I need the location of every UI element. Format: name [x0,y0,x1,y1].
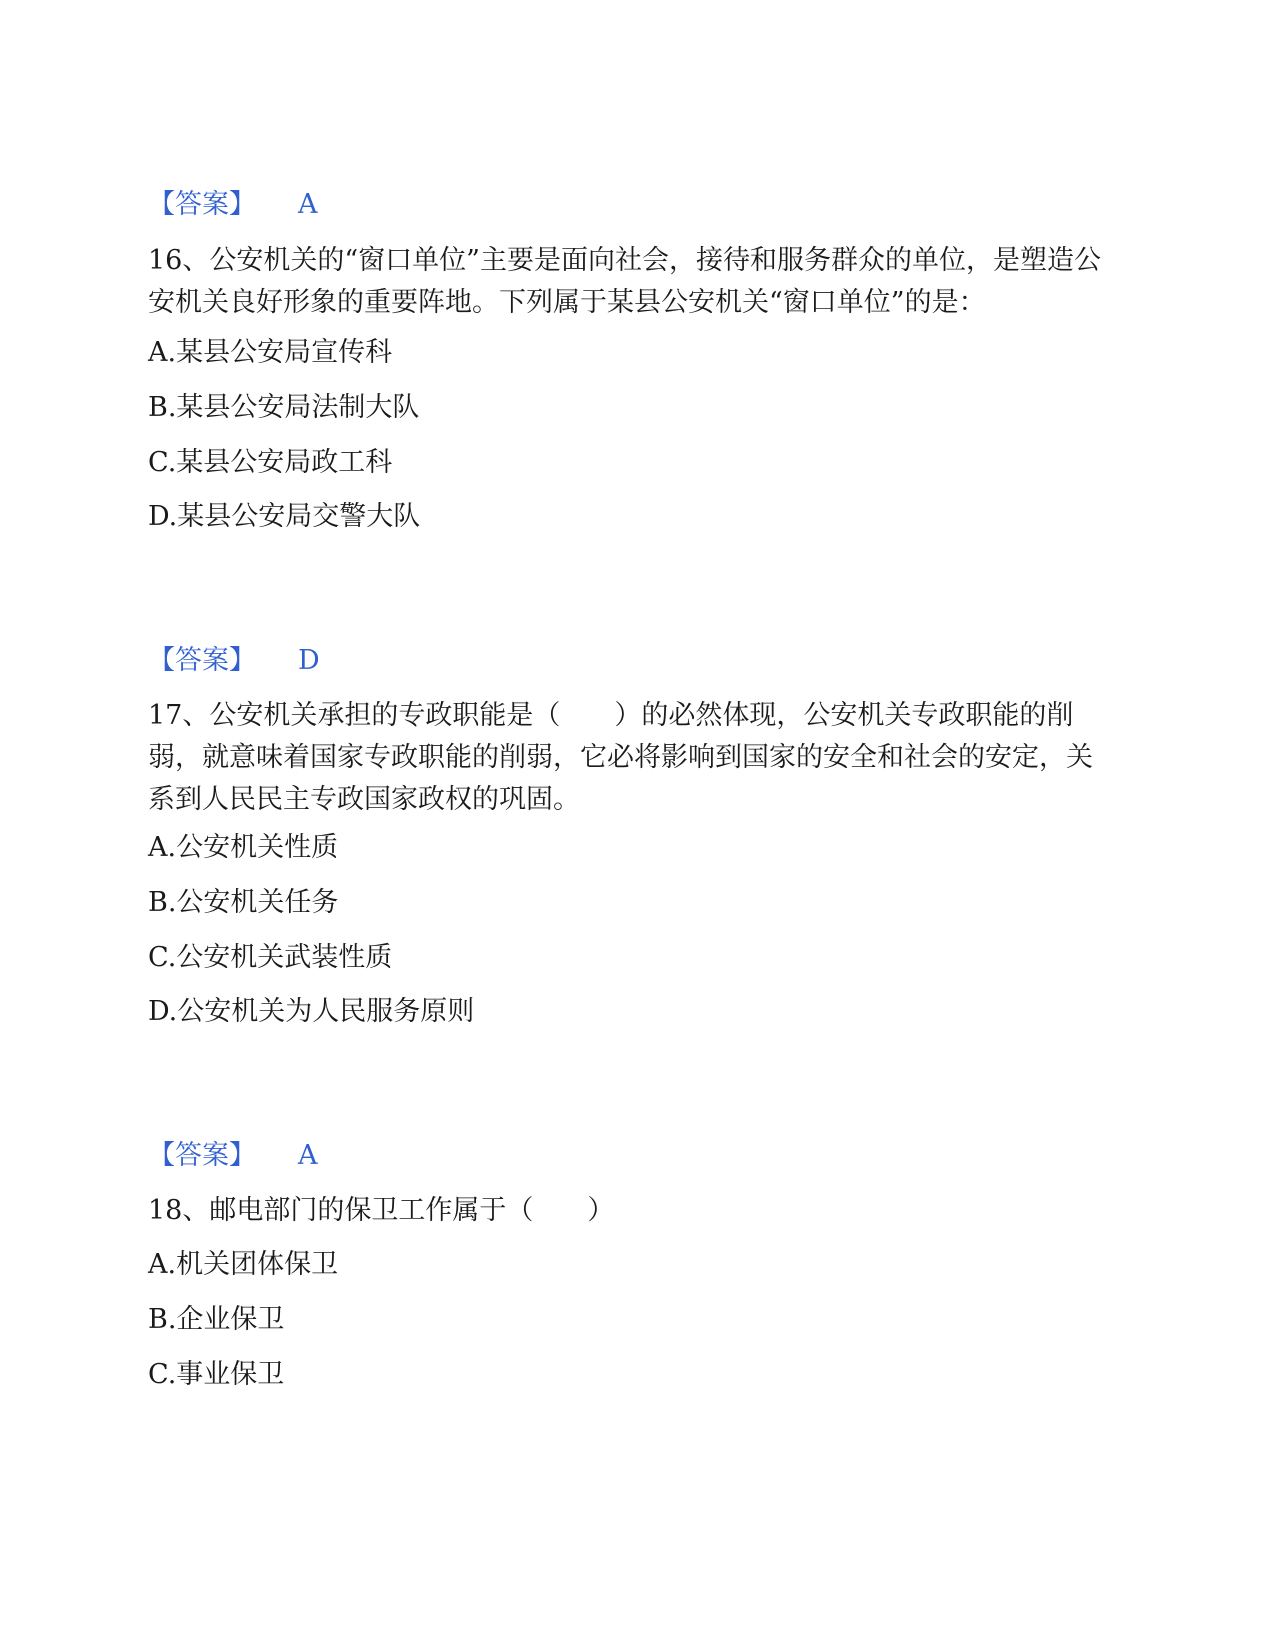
option-a: A.机关团体保卫 [148,1249,339,1280]
answer-value: A [298,189,318,220]
answer-line [148,641,320,681]
answer-line [148,1136,318,1176]
question-text: 17、公安机关承担的专政职能是（ ）的必然体现，公安机关专政职能的削弱，就意味着国家专政职能的削弱，它必将影响到国家的安全和社会的安定，关系到人民民主专政国家政权的巩固。 [148,700,1093,815]
option-c: C.事业保卫 [148,1359,285,1390]
answer-label: 【答案】 [148,1140,256,1171]
question-text: 16、公安机关的“窗口单位”主要是面向社会，接待和服务群众的单位，是塑造公安机关良好形象的重要阵地。下列属于某县公安机关“窗口单位”的是： [148,245,1101,318]
option-a: A.某县公安局宣传科 [148,337,393,368]
option-b: B.某县公安局法制大队 [148,392,420,423]
answer-label: 【答案】 [148,645,256,676]
option-b: B.企业保卫 [148,1304,285,1335]
option-c: C.某县公安局政工科 [148,447,393,478]
option-b: B.公安机关任务 [148,887,339,918]
answer-value: D [298,645,320,676]
option-d: D.某县公安局交警大队 [148,501,421,532]
question-text: 18、邮电部门的保卫工作属于（ ） [148,1195,615,1226]
answer-value: A [298,1140,318,1171]
answer-label: 【答案】 [148,189,256,220]
option-c: C.公安机关武装性质 [148,942,393,973]
answer-line [148,185,318,225]
option-a: A.公安机关性质 [148,832,339,863]
option-d: D.公安机关为人民服务原则 [148,996,475,1027]
